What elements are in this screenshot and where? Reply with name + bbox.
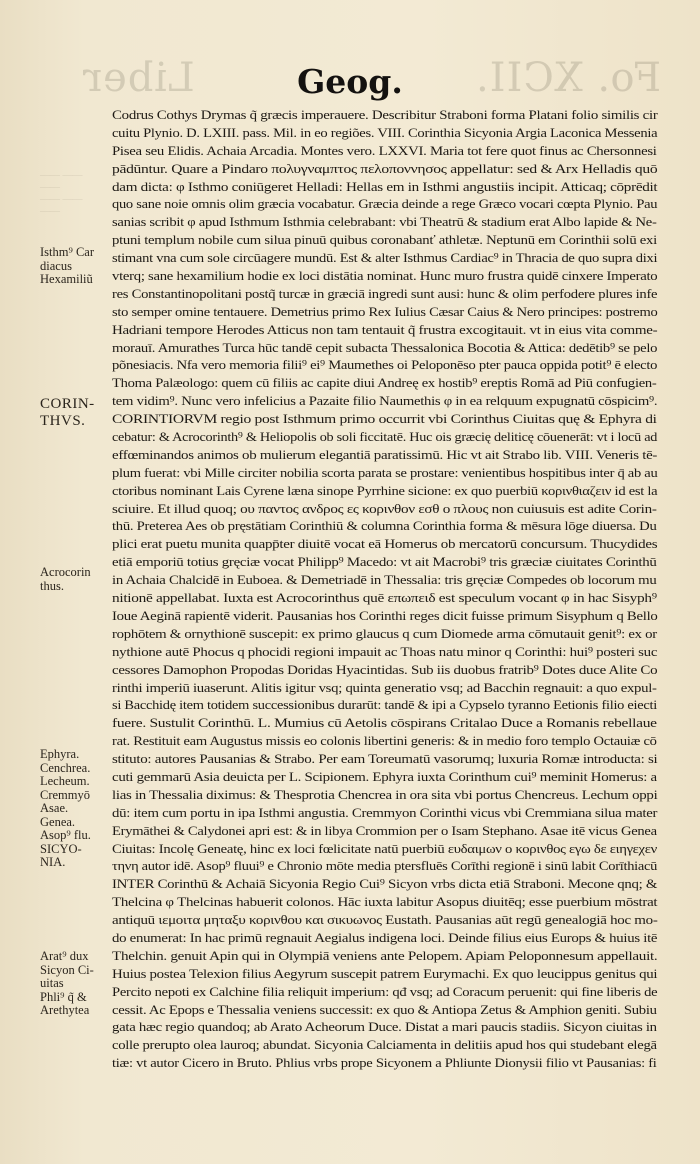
margin-note-line: Asop⁹ flu. — [40, 828, 91, 842]
bleed-through-right: Fo. XCII. — [475, 55, 662, 101]
margin-note-line: Sicyon Ci- — [40, 962, 94, 977]
text-line: põnesiacis. Nfa vero memoria filii⁹ ei⁹ Maumethes oi Peloponēso pter pauca oppida potit⁹ ē electo — [112, 357, 658, 373]
margin-note-acrocorinthus — [40, 566, 110, 593]
text-line: tiæ: vt autor Cicero in Bruto. Phlius vrbs prope Sicyonem a Phliunte Dionysii filio vt Pausanias: fi — [112, 1055, 657, 1071]
text-line: ptuni templum nobile cum silua pinuū quibus coronabanť athletæ. Neptunū em Corinthii solū exi — [112, 232, 657, 248]
text-line: rophōtem & ornythionē suscepit: ex primo glaucus q cum Diomede arma cōmutauit genit⁹: ex or — [112, 625, 657, 641]
text-line: Hadriani tempore Herodes Atticus non tam tentauit q̃ frustra excogitauit. vt in eius vita comme- — [112, 321, 658, 337]
text-line: cessores Damophon Propodas Doridas Hyacintidas. Sub iis duobus fratrib⁹ Dotes duce Alite Co — [112, 661, 658, 677]
margin-note-line: Cremmyō — [40, 787, 90, 802]
margin-note-line: CORIN- — [40, 396, 95, 412]
margin-note-line: diacus — [40, 258, 72, 273]
margin-note-line: THVS. — [40, 413, 86, 429]
text-line: CORINTIORVM regio post Isthmum primo occurrit vbi Corinthus Ciuitas quę & Ephyra di — [112, 411, 657, 427]
margin-note-line: Phli⁹ q̃ & — [40, 989, 87, 1004]
margin-note-line: Genea. — [40, 814, 76, 829]
margin-note-line: SICYO- — [40, 841, 82, 856]
margin-note-line: Hexamiliũ — [40, 272, 93, 286]
text-line: Percito nepoti ex Calchine filia reliquit imperium: qđ vsq; ad Coracum peruenit: qui fine liberis de — [112, 983, 658, 999]
text-line: Thelcina φ Thelcinas habuerit colonos. Hāc iuxta labitur Asopus diuitēq; esse puerbium mōstrat — [112, 894, 658, 910]
margin-note-line: NIA. — [40, 855, 66, 869]
text-line: plici erat puetu munita quapp̄ter diuitē vocat eā Homerus ob mercatorū concursum. Thucydides — [112, 536, 658, 552]
text-line: thū. Preterea Aes ob pręstātiam Corinthiū & columna Corinthia forma & mēsura lōge diuersa. Du — [112, 518, 657, 534]
text-line: colle prerupto olea lauroq; abundat. Sicyonia Calciamenta in delitiis apud hos qui studebant elegā — [112, 1037, 657, 1053]
text-line: Thelchin. genuit Apin qui in Olympiā veniens ante Pelopem. Apiam Peloponnesum appellauit. — [112, 947, 658, 963]
text-line: cessit. Ac Epops e Thessalia veniens successit: ex quo & Antiopa Zetus & Amphion geniti. Subiu — [112, 1001, 657, 1017]
text-line: Ciuitas: Incolę Geneatę, hinc ex loci fœlicitate natū puerbiū ευδαιμων ο κορινθος εγω δε ειηγεχεν — [112, 840, 657, 856]
text-line: gata hæc regio quandoq; ab Arato Acheorum Duce. Distat a mari paucis stadiis. Sicyon ciuitas in — [112, 1019, 657, 1035]
text-line: dam dicta: φ Isthmo coniūgeret Helladi: Hellas em in Isthmi angustiis incipit. Atticaq; cōprēdit — [112, 178, 658, 194]
text-line: nythione autē Phocus q phocidi regioni impauit ac Thoas natu minor q Corinthi: hui⁹ posteri suc — [112, 643, 658, 659]
text-line: res Constantinopolitani postq̃ turcæ in græciā ingredi sunt ausi: hunc & olim perfodere plures infe — [112, 285, 658, 301]
text-line: Ioue Aeginā rapientē viderit. Pausanias hos Corinthi reges dicit fuisse primum Sisyphum q Bello — [112, 607, 658, 623]
text-line: tem vidim⁹. Nunc vero infelicius a Pazaite filio Naumethis φ in ea relquum expugnatū cōspicim⁹. — [112, 393, 658, 409]
text-line: ctoribus nominant Lais Cyrene læna sinope Pyrrhine sicione: ex quo puerbiū κορινθιαζειν id est la — [112, 482, 658, 498]
text-line: cuti gemmarū Asia deuicta per L. Scipionem. Ephyra iuxta Corinthum cui⁹ meminit Homerus: a — [112, 768, 657, 784]
faint-bleed-notes: —— —— —— —— —— —— — [40, 170, 83, 217]
text-line: Huius postea Telexion filius Aegyrum suscepit patrem Eurymachi. Ex quo leucippus genitus qui — [112, 965, 658, 981]
margin-note-line: Cenchrea. — [40, 760, 91, 775]
margin-note-line: uitas — [40, 976, 64, 990]
text-line: cuitu Plynio. D. LXIII. pass. Mil. in eo regiões. VIII. Corinthia Sicyonia Argia Laconica Messenia — [112, 124, 658, 140]
text-line: fuere. Sustulit Corinthū. L. Mumius cū Aetolis cōspirans Critalao Duce a Romanis rebellaue — [112, 715, 657, 731]
text-line: effœminandos animos ob mulierum elegantiā paratissimū. Hic vt ait Strabo lib. VIII. Veneris tē- — [112, 446, 658, 462]
margin-note-line: Arat⁹ dux — [40, 949, 89, 963]
text-line: sciuire. Et illud quoq; ου παντος ανδρος ες κορινθον εσθ ο πλους non cuiusuis est adite Corin- — [112, 500, 657, 516]
margin-note-corinthus — [40, 396, 110, 430]
text-line: sto semper omine tentauere. Demetrius primo Rex Iulius Cæsar Caius & Nero principes: postremo — [112, 303, 658, 319]
text-line: τηνη autor idē. Asop⁹ fluui⁹ e Chronio mōte media ptersfluēs Corīthi regionē i sinū labit Corīthiacū — [112, 858, 658, 874]
text-line: INTER Corinthū & Achaiā Sicyonia Regio Cui⁹ Sicyon vrbs dicta etiā Straboni. Mecone qnq; & — [112, 876, 658, 892]
text-line: Codrus Cothys Drymas q̃ græcis imperauere. Describitur Straboni forma Platani folio similis cir — [112, 107, 658, 122]
margin-note-ephyra — [40, 748, 110, 870]
text-line: si Bacchidę item totidem successionibus durarūt: tandē & ipi a Cypselo tyranno Eetionis filio eiecti — [112, 697, 657, 713]
text-line: rat. Restituit eam Augustus missis eo colonis libertini generis: & in medio foro templo Octauiæ cō — [112, 733, 657, 749]
margin-note-aratus — [40, 950, 110, 1018]
text-line: Erymāthei & Calydonei apri est: & in libya Crommion per o Isam Stephano. Asae itē vicus Genea — [112, 822, 657, 838]
margin-note-line: thus. — [40, 578, 64, 593]
margin-note-line: Acrocorin — [40, 565, 91, 579]
text-line: in Achaia Chalcidē in Euboea. & Demetriadē in Thessalia: tris gręciæ Compedes ob locorum mu — [112, 572, 657, 588]
bleed-through-left: Liber — [82, 55, 195, 101]
text-line: morauī. Amurathes Turca hūc tandē cepit subacta Thessalonica Bocotia & Attica: dedētib⁹ se pelo — [112, 339, 658, 355]
body-text — [112, 106, 657, 1072]
margin-note-line: Isthm⁹ Car — [40, 245, 95, 259]
text-line: cebatur: & Acrocorinth⁹ & Heliopolis ob soli ficcitatē. Huc ois græcię deliticę cōuenerāt: vt i locū ad — [112, 429, 658, 445]
margin-note-line: Ephyra. — [40, 747, 80, 761]
text-line: antiquū ιεμοιτα μηταξυ κορινθου και σικυωνος Eustath. Pausanias aūt regū genealogiā hoc mo- — [112, 912, 658, 928]
text-line: dū: item cum portu in ipa Isthmi angustia. Cremmyon Corinthi vicus vbi Cremmiana silua mater — [112, 804, 658, 820]
margin-note-line: Arethytea — [40, 1003, 90, 1017]
page-header: Geog. — [297, 62, 403, 101]
text-line: Pisea seu Elidis. Achaia Arcadia. Montes vero. LXXVI. Maria tot fere quot finus ac Chersonnesi — [112, 142, 657, 158]
text-line: stituto: autores Pausanias & Strabo. Per eam Toreumatū vasorumq; luxuria Romæ introducta: si — [112, 751, 658, 767]
text-line: lias in Thessalia diximus: & Thesprotia Chencrea in ora sita vbi portus Chencreus. Lechum oppi — [112, 786, 658, 802]
text-line: vterq; sane hexamilium hodie ex loci distātia nominat. Hunc muro frustra quidē cinxere Imperato — [112, 268, 658, 284]
text-line: pādūntur. Quare a Pindaro πολυγναμπτος πελοποννησος appellatur: sed & Arx Helladis quō — [112, 160, 658, 176]
text-line: etiā emporiū totius gręciæ vocat Philipp⁹ Macedo: vt ait Macrobi⁹ tris græciæ ciuitates Corinthū — [112, 554, 657, 570]
margin-note-isthmus — [40, 246, 110, 287]
text-line: nitionē appellabat. Iuxta est Acrocorinthus quē επωπειδ est speculum vocant φ in hac Sisyph⁹ — [112, 590, 657, 606]
text-line: rinthi imperiū iuaserunt. Alitis igitur vsq; quinta generatio vsq; ad Bacchin regnauit: a quo expul- — [112, 679, 657, 695]
text-line: do enumerat: In hac primū regnauit Aegialus indigena loci. Deinde filius eius Europs & huius itē — [112, 929, 658, 945]
text-line: Thoma Palæologo: quem cū filiis ac capite diui Andreę ex hostib⁹ ereptis Romā ad Piū confugien- — [112, 375, 657, 391]
margin-note-line: Lecheum. — [40, 774, 90, 788]
text-line: quo sane noie omnis olim græcia vocabatur. Græcia deinde a rege Græco vocari cœpta Plynio. Pau — [112, 196, 658, 212]
margin-note-line: Asae. — [40, 801, 69, 815]
text-line: plum fuerat: vbi Mille circiter nobilia scorta parata se prostare: venientibus hospitibus inter q̄ ab au — [112, 464, 658, 480]
text-line: stimant vna cum sole circūagere mundū. Est & alter Isthmus Cardiac⁹ in Thracia de quo supra dixi — [112, 250, 658, 266]
text-line: sanias scribit φ apud Isthmum Isthmia celebrabant: vbi Theatrū & stadium erat Albo lapide & Ne- — [112, 214, 657, 230]
